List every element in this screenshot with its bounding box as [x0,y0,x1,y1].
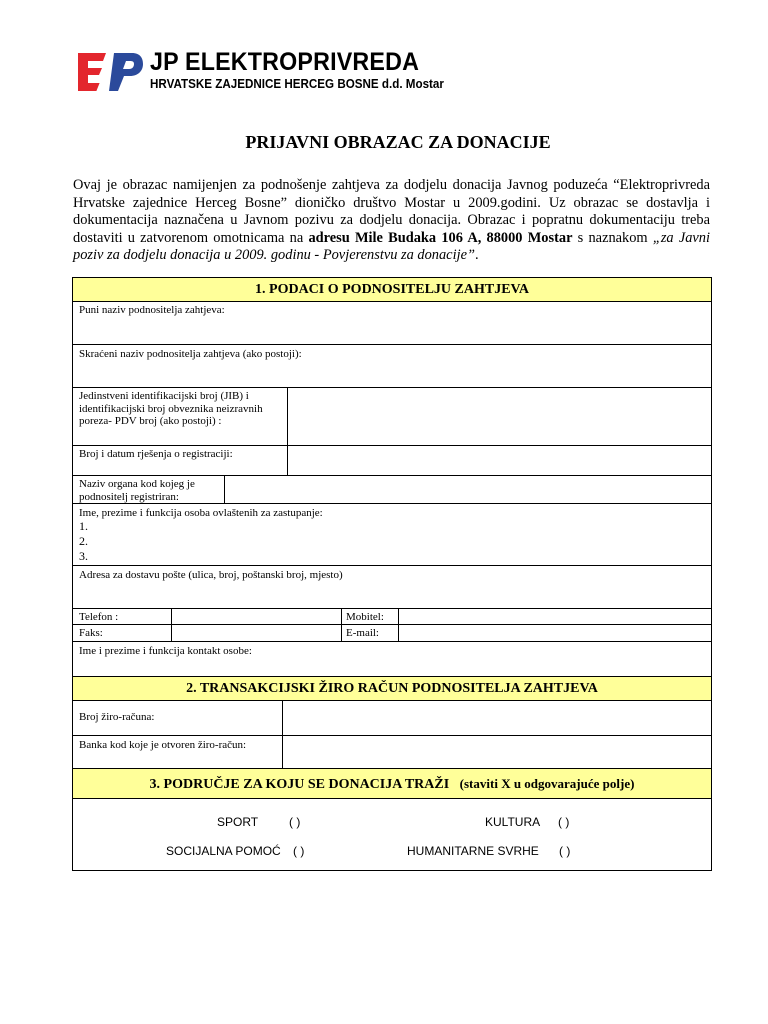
registration-label: Broj i datum rješenja o registraciji: [79,448,233,460]
bank-label: Banka kod koje je otvoren žiro-račun: [79,739,247,751]
fax-field[interactable] [172,625,341,641]
authorized-persons-label: Ime, prezime i funkcija osoba ovlaštenih za zastupanje: [79,507,323,519]
registry-body-label: Naziv organa kod kojeg je podnositelj registriran: [79,478,195,503]
email-label: E-mail: [346,627,379,639]
registration-field[interactable] [288,446,711,475]
full-name-field[interactable] [73,316,711,344]
phone-label: Telefon : [79,611,119,623]
section3-title: 3. PODRUČJE ZA KOJU SE DONACIJA TRAŽI [149,777,450,792]
option-humanitarian-label: HUMANITARNE SVRHE [407,844,539,858]
section1-header: 1. PODACI O PODNOSITELJU ZAHTJEVA [73,278,711,301]
authorized-person-2[interactable]: 2. [79,534,88,548]
contact-person-label: Ime i prezime i funkcija kontakt osobe: [79,645,252,657]
jib-label: Jedinstveni identifikacijski broj (JIB) i identifikacijski broj obveznika neizravnih poreza- PDV broj (ako postoji) : [79,390,263,427]
intro-end: . [474,247,479,263]
registry-body-field[interactable] [225,476,711,503]
contact-person-field[interactable] [73,657,711,676]
option-sport-label: SPORT [217,815,259,829]
phone-field[interactable] [172,609,341,624]
email-field[interactable] [399,625,711,641]
document-title: PRIJAVNI OBRAZAC ZA DONACIJE [245,132,551,152]
intro-address: adresu Mile Budaka 106 A, 88000 Mostar [308,229,573,246]
bank-field[interactable] [283,736,711,768]
account-field[interactable] [283,701,711,735]
jib-field[interactable] [288,388,711,445]
mobile-field[interactable] [399,609,711,624]
option-social-checkbox[interactable]: ( ) [293,844,305,858]
section3-header [73,769,711,798]
mobile-label: Mobitel: [346,611,384,623]
intro-text: Ovaj je obrazac namijenjen za podnošenje zahtjeva za dodjelu donacija Javnog poduzeća “Elektroprivreda Hrvatske zajednice Herceg Bosne” dioničko društvo Mostar u 2009.godini. Uz obrazac se dostavlja i dokumentacija naznačena u Javnom pozivu za dodjelu donacija. Obrazac i popratnu dokumentaciju treba dostaviti u zatvorenom omotnicama na [73,177,710,246]
section2-header: 2. TRANSAKCIJSKI ŽIRO RAČUN PODNOSITELJA ZAHTJEVA [73,677,711,700]
full-name-label: Puni naziv podnositelja zahtjeva: [79,304,225,316]
address-field[interactable] [73,581,711,608]
intro-text-2: s naznakom [572,229,653,246]
address-label: Adresa za dostavu pošte (ulica, broj, poštanski broj, mjesto) [79,569,343,581]
application-form [72,277,712,871]
ep-logo-icon [76,51,144,93]
fax-label: Faks: [79,627,103,639]
logo-title: JP ELEKTROPRIVREDA [150,48,420,76]
option-kultura-label: KULTURA [485,815,541,829]
section3-note: (staviti X u odgovarajuće polje) [459,776,635,791]
short-name-field[interactable] [73,360,711,387]
option-social-label: SOCIJALNA POMOĆ [166,844,281,858]
intro-note: „za Javni poziv za dodjelu donacija u 2009. godinu - Povjerenstvu za donacije” [73,229,710,263]
authorized-person-1[interactable]: 1. [79,519,88,533]
account-label: Broj žiro-računa: [79,711,155,723]
authorized-person-3[interactable]: 3. [79,549,88,563]
option-sport-checkbox[interactable]: ( ) [289,815,301,829]
logo-subtitle: HRVATSKE ZAJEDNICE HERCEG BOSNE d.d. Mostar [150,77,444,91]
option-kultura-checkbox[interactable]: ( ) [558,815,570,829]
short-name-label: Skraćeni naziv podnositelja zahtjeva (ako postoji): [79,348,302,360]
intro-paragraph [73,177,710,265]
option-humanitarian-checkbox[interactable]: ( ) [559,844,571,858]
